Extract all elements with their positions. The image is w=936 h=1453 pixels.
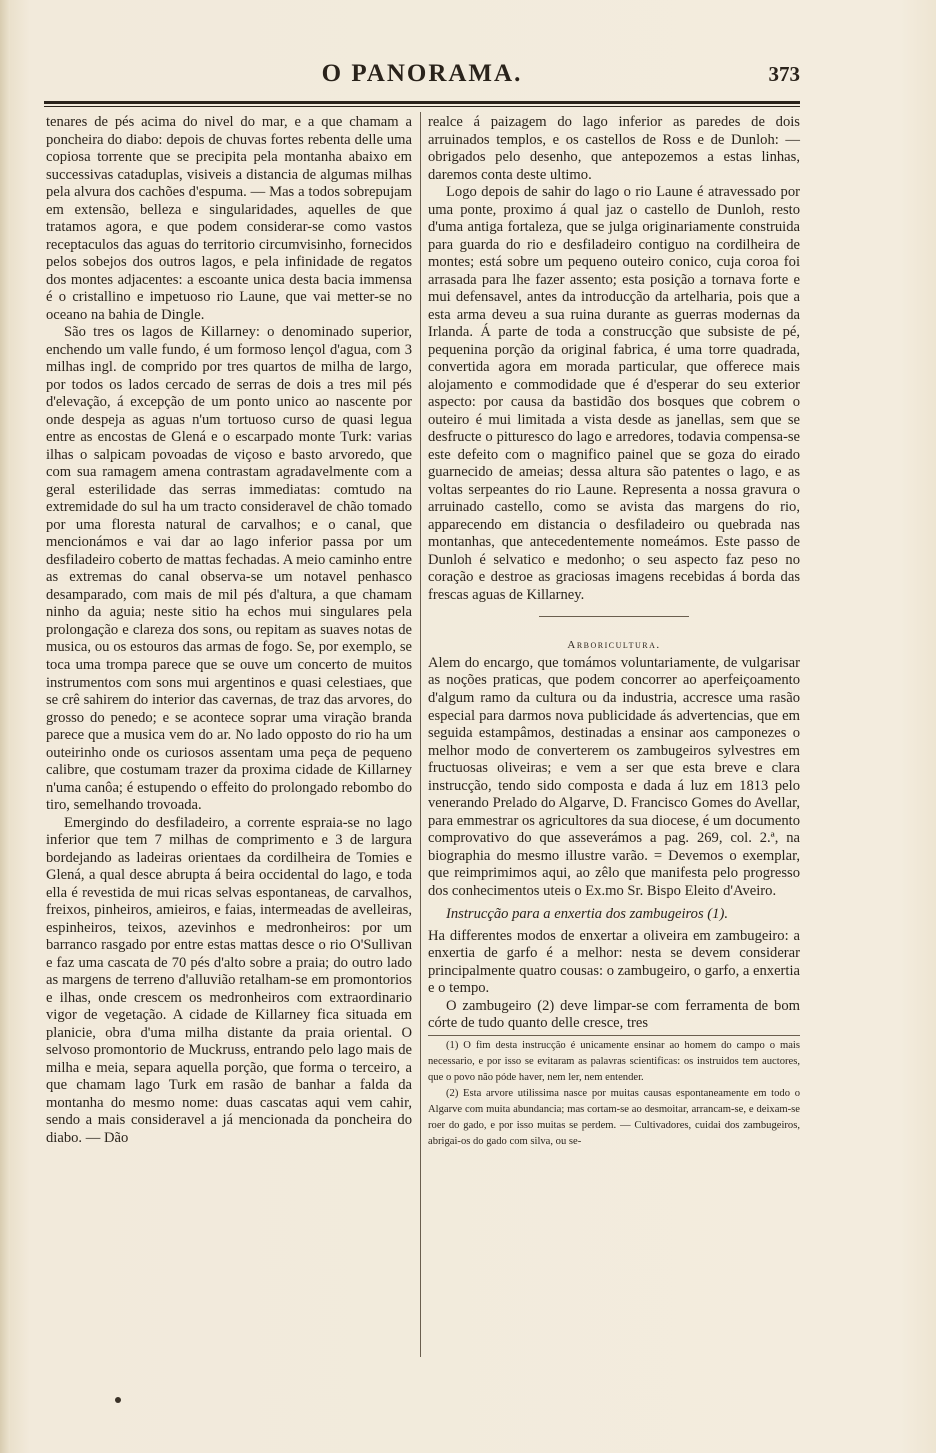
column-divider bbox=[420, 112, 421, 1357]
right-paragraph-5: O zambugeiro (2) deve limpar-se com ferramenta de bom córte de tudo quanto delle cresce, tres bbox=[428, 997, 800, 1032]
ink-spot bbox=[115, 1397, 121, 1403]
right-paragraph-2: Logo depois de sahir do lago o rio Laune é atravessado por uma ponte, proximo á qual jaz o castello de Dunloh, resto d'uma antiga fortaleza, que se julga originariamente construida para guarda do rio e desfiladeiro contiguo na cordilheira de montes; está sobre um pequeno outeiro conico, cuja coroa foi arrasada para lhe fazer assento; esta posição a tornava forte e mui defensavel, antes da introducção da artelharia, pois que a esta arma deveu a sua ruina durante as guerras modernas da Irlanda. Á parte de toda a construcção que subsiste de pé, pequenina porção da original fabrica, é uma torre quadrada, convertida agora em morada particular, que offerece mais alojamento e commodidade que é d'esperar do seu exterior aspecto: por causa da bastidão dos bosques que cobrem o outeiro é mui limitada a vista desde as janellas, sem que se desfructe o pitturesco do lago e arredores, todavia compensa-se este defeito com o magnifico painel que se goza do eirado guarnecido de ameias; dessa altura são patentes o lago, e as voltas serpeantes do rio Laune. Representa a nossa gravura o arruinado castello, como se avista das margens do rio, apparecendo em distancia o desfiladeiro ou quebrada nas montanhas, que antecedentemente nomeámos. Este passo de Dunloh é selvatico e medonho; o seu aspecto faz peso no coração e destroe as graciosas imagens recebidas á borda das frescas aguas de Killarney. bbox=[428, 184, 800, 603]
header-rule-thin bbox=[44, 106, 800, 107]
left-paragraph-1: tenares de pés acima do nivel do mar, e a que chamam a poncheira do diabo: depois de chuvas fortes rebenta delle uma copiosa torrente que se precipita pela montanha abaixo em successivas cataduplas, visiveis a distancia de algumas milhas pela alvura dos cachões d'espuma. — Mas a todos sobrepujam em extensão, belleza e singularidades, aquelles de que tratamos agora, e que podem considerar-se como vastos receptaculos das aguas do territorio circumvisinho, fornecidos pelos sobejos dos outros lagos, e pela infinidade de regatos dos montes adjacentes: a escoante unica desta bacia immensa é o cristallino e impetuoso rio Laune, que vai metter-se no oceano na bahia de Dingle. bbox=[46, 114, 412, 323]
section-title: Arboricultura. bbox=[567, 639, 661, 652]
left-paragraph-3: Emergindo do desfiladeiro, a corrente espraia-se no lago inferior que tem 7 milhas de comprimento e 3 de largura bordejando as ladeiras orientaes da cordilheira de Tomies e Glená, a qual desce abrupta á beira occidental do lago, e toda ella é revestida de mui ricas selvas espontaneas, de carvalhos, freixos, pinheiros, amieiros, e faias, intermeadas de avelleiras, espinheiros, teixos, azevinhos e medronheiros: por um barranco rasgado por entre estas mattas desce o rio O'Sullivan e faz uma cascata de 70 pés d'alto sobre a praia; do outro lado as margens de terreno d'alluvião retalham-se em promontorios e ilhas, onde crescem os medronheiros com extraordinario vigor de vegetação. A cidade de Killarney fica situada em planicie, obra d'uma milha distante da praia oriental. O selvoso promontorio de Muckruss, entrando pelo lago mais de milha e meia, separa aquella porção, que forma o terceiro, a que chamam lago Turk em rasão de banhar a falda da montanha do mesmo nome: duas cascatas aqui vem cahir, sendo a mais consideravel a já mencionada da poncheira do diabo. — Dão bbox=[46, 814, 412, 1146]
right-paragraph-1: realce á paizagem do lago inferior as paredes de dois arruinados templos, e os castellos de Ross e de Dunloh: — obrigados pelo desenho, que antepozemos a estas linhas, daremos conta deste ultimo. bbox=[428, 114, 800, 183]
section-rule bbox=[539, 616, 689, 617]
instruction-subheading: Instrucção para a enxertia dos zambugeiros (1). bbox=[446, 906, 728, 923]
footnote-2: (2) Esta arvore utilissima nasce por muitas causas espontaneamente em todo o Algarve com muita abundancia; mas cortam-se ao desmoitar, arrancam-se, e deixam-se roer do gado, e por isso muitas se perdem. — Cultivadores, cuidai dos zambugeiros, abrigai-os do gado com silva, ou se- bbox=[428, 1087, 800, 1147]
page-number: 373 bbox=[768, 62, 800, 86]
right-column bbox=[428, 114, 800, 1150]
right-paragraph-4: Ha differentes modos de enxertar a oliveira em zambugeiro: a enxertia de garfo é a melhor: nesta se devem considerar principalmente quatro cousas: o zambugeiro, o garfo, a enxertia e o tempo. bbox=[428, 927, 800, 997]
page-binding-edge bbox=[0, 0, 10, 1453]
page-header bbox=[44, 60, 800, 102]
right-paragraph-3: Alem do encargo, que tomámos voluntariamente, de vulgarisar as noções praticas, que podem concorrer ao aperfeiçoamento d'algum ramo da cultura ou da industria, accresce uma rasão especial para darmos nova publicidade ás advertencias, que em seguida estampâmos, destinadas a ensinar aos camponezes o melhor modo de converterem os zambugeiros sylvestres em fructuosas oliveiras; e vem a ser que esta breve e clara instrucção, tendo sido composta e dada á luz em 1813 pelo venerando Prelado do Algarve, D. Francisco Gomes do Avellar, para emmestrar os agricultores da sua diocese, é um documento comprovativo do que asseverámos a pag. 269, col. 2.ª, na biographia do mesmo illustre varão. = Devemos o exemplar, que reimprimimos aqui, ao zêlo que manifesta pelo progresso dos conhecimentos uteis o Ex.mo Sr. Bispo Eleito d'Aveiro. bbox=[428, 654, 801, 899]
left-column bbox=[46, 114, 412, 1147]
footnote-1: (1) O fim desta instrucção é unicamente ensinar ao homem do campo o mais necessario, e por isso se evitaram as palavras scientificas: os instruidos tem auctores, que o povo não póde haver, nem ler, nem entender. bbox=[428, 1039, 800, 1083]
footnotes bbox=[428, 1035, 800, 1150]
page-title: O PANORAMA. bbox=[321, 60, 523, 87]
left-paragraph-2: São tres os lagos de Killarney: o denominado superior, enchendo um valle fundo, é um formoso lençol d'agua, com 3 milhas ingl. de comprido por tres quartos de milha de largo, por todos os lados cercado de serras de dois a tres mil pés d'elevação, á excepção de um ponto unico ao nascente por onde despeja as aguas n'um tortuoso curso de quasi legua entre as encostas de Glená e o escarpado monte Turk: varias ilhas o salpicam povoadas de viçoso e basto arvoredo, que com sua ramagem amena contrastam agradavelmente com a geral esterilidade das serras immediatas: comtudo na extremidade do sul ha um tracto consideravel de chão tomado por uma floresta natural de carvalhos; e o canal, que mencionámos e vai dar ao lago inferior passa por um desfiladeiro coberto de mattas fechadas. A meio caminho entre as extremas do canal observa-se um notavel penhasco desamparado, com mais de mil pés d'altura, a que chamam ninho da aguia; neste sitio ha echos mui singulares pela prolongação e clareza dos sons, ou repitam as suaves notas de musica, ou os estouros das armas de fogo. Se, por exemplo, se toca uma trompa parece que se ouve um concerto de muitos instrumentos com sons mui argentinos e quasi celestiaes, que se crê sahirem do interior das cavernas, de traz das arvores, do grosso do penedo; e se acontece soprar uma viração branda parece que a musica vem do ar. No lado opposto do rio ha um outeirinho onde os curiosos assentam uma peça de pequeno calibre, que costumam trazer da proxima cidade de Killarney n'uma canôa; é estupendo o effeito do prolongado rebombo do tiro, semelhando trovoada. bbox=[46, 324, 412, 814]
header-rule-thick bbox=[44, 101, 800, 104]
